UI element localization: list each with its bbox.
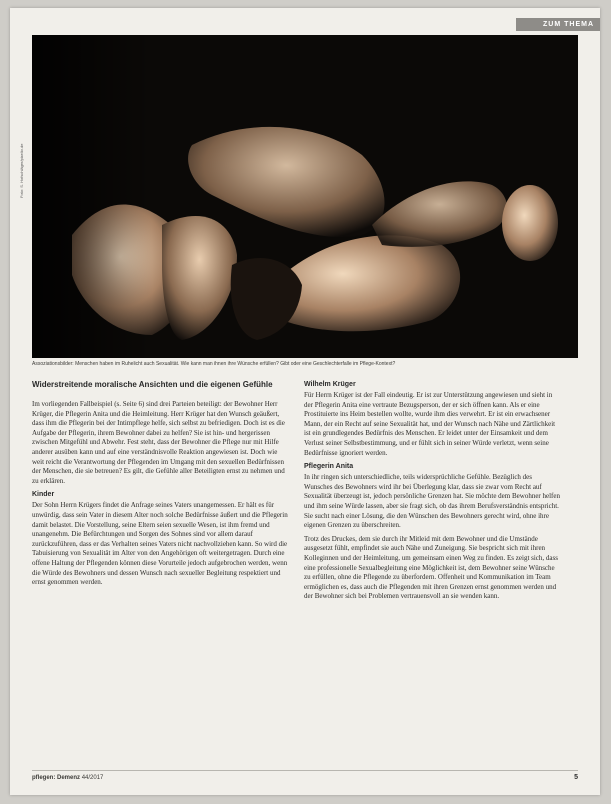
magazine-title: pflegen: Demenz — [32, 775, 81, 781]
subsection-text-pflegerin-anita: In ihr ringen sich unterschiedliche, teils widersprüchliche Gefühle. Bezüglich des Wunsches des Bewohners wird ihr bei Überlegung klar, dass sie zwar vom Recht auf Sexualität überzeugt ist, jedoch persönliche Grenzen hat. Sie möchte dem Bewohner helfen und ihm seine Würde lassen, aber sie fragt sich, ob das ihrem Berufsverständnis entspricht. Sie sucht nach einer Lösung, die den Wünschen des Bewohners gerecht wird, ohne ihre eigenen Grenzen zu überschreiten. — [304, 473, 560, 530]
subsection-text-wilhelm-krueger: Für Herrn Krüger ist der Fall eindeutig. Er ist zur Unterstützung angewiesen und sieht in der Pflegerin Anita eine vertraute Bezugsperson, der er sich öffnen kann. Als er eine Prostituierte ins Heim bestellen wollte, wurde ihm dies verwehrt. Er ist ein erwachsener Mann, der ein Recht auf seine Sexualität hat, und der Wunsch nach Nähe und Zärtlichkeit ist ein grundlegendes Bedürfnis des Menschen. Er leidet unter der Einsamkeit und dem Verlust seiner Selbstbestimmung, und er fühlt sich in seiner Würde verletzt, wenn seine Bedürfnisse ignoriert werden. — [304, 391, 556, 457]
magazine-name — [32, 775, 103, 781]
subsection-heading-pflegerin-anita: Pflegerin Anita — [304, 463, 354, 471]
photo-credit: Foto: S. Hofschläger/pixelio.de — [19, 143, 24, 198]
subsection-text-kinder: Der Sohn Herrn Krügers findet die Anfrage seines Vaters unangemessen. Er hält es für unwürdig, dass sein Vater in diesem Alter noch solche Bedürfnisse äußert und die Pflegerin damit belastet. Die Vorstellung, seine Eltern seien sexuelle Wesen, ist ihm fremd und unangenehm. Die Befürchtungen und Sorgen des Sohnes sind vor allem darauf zurückzuführen, dass er das Verhalten seines Vaters nicht nachvollziehen kann. So wird die Tabuisierung von Sexualität im Alter von den Angehörigen oft weitergetragen. Durch eine offene Haltung der Pflegenden können diese Vorurteile jedoch aufgebrochen werden, wenn die Würde des Bewohners und dessen Wunsch nach sexueller Begleitung respektiert und ernst genommen werden. — [32, 501, 288, 587]
page-number: 5 — [574, 774, 578, 781]
page-footer — [32, 770, 578, 785]
body-paragraph: Trotz des Druckes, dem sie durch ihr Mitleid mit dem Bewohner und die Umstände ausgesetzt fühlt, empfindet sie auch Nähe und Zuneigung. Sie bespricht sich mit ihren Kolleginnen und der Heimleitung, um gemeinsam einen Weg zu finden. Es zeigt sich, dass eine professionelle Sexualbegleitung eine Möglichkeit ist, dem Bewohner seine Wünsche zu erfüllen, ohne die Pflegende zu überfordern. Offenheit und Kommunikation im Team ermöglichen es, dass auch die Pflegenden mit ihren Grenzen ernst genommen werden und der Bewohner sich bei Problemen vertrauensvoll an sie wenden kann. — [304, 534, 558, 601]
subsection-heading-wilhelm-krueger: Wilhelm Krüger — [304, 381, 356, 388]
subsection-heading-kinder: Kinder — [32, 491, 55, 499]
magazine-page — [10, 8, 600, 795]
photo-caption: Assoziationsbilder: Menschen haben im Ruhelicht auch Sexualität. Wie kann man ihnen ihre Wünsche erfüllen? Gibt oder eine Geschlechterfalle im Pflege-Kontext? — [32, 361, 396, 367]
left-column — [32, 380, 290, 592]
right-column — [304, 380, 562, 606]
magazine-issue: 44/2017 — [81, 775, 104, 781]
section-tag: ZUM THEMA — [516, 18, 600, 31]
body-paragraph: Im vorliegenden Fallbeispiel (s. Seite 6) sind drei Parteien beteiligt: der Bewohner Herr Krüger, die Pflegerin Anita und die Heimleitung. Herr Krüger hat den Wunsch geäußert, dass ihm die Pflegerin bei der Intimpflege helfe, sich selbst zu befriedigen. Doch ist es die Aufgabe der Pflegerin, ihrem Bewohner dabei zu helfen? Sie ist hin- und hergerissen zwischen Mitgefühl und Abwehr. Fest steht, dass der Bewohner die Pflege nur mit Hilfe anderer ausüben kann und auf eine verständnisvolle Reaktion angewiesen ist. Doch wie weit reicht die Verantwortung der Pflegenden im Umgang mit den sexuellen Bedürfnissen der Menschen, die sie betreuen? Es gilt, die Gefühle aller Beteiligten ernst zu nehmen und zu erklären. — [32, 400, 285, 485]
article-photo — [32, 35, 578, 358]
article-subheading: Widerstreitende moralische Ansichten und die eigenen Gefühle — [32, 380, 273, 389]
